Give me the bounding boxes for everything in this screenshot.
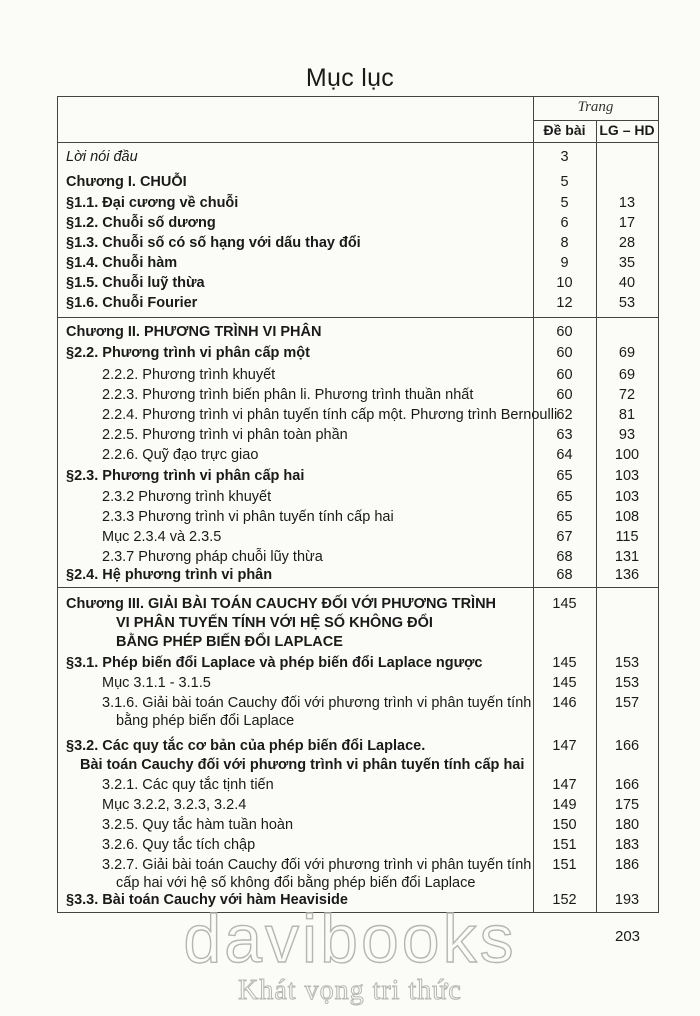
- toc-row: [58, 817, 658, 837]
- toc-entry-title: Chương II. PHƯƠNG TRÌNH VI PHÂN: [66, 324, 322, 340]
- toc-entry-title: VI PHÂN TUYẾN TÍNH VỚI HỆ SỐ KHÔNG ĐỔI: [116, 615, 433, 631]
- de-bai-page: 65: [556, 509, 573, 525]
- toc-entry-title: 3.2.6. Quy tắc tích chập: [102, 837, 256, 853]
- toc-row: [58, 655, 658, 675]
- toc-row: [58, 255, 658, 275]
- watermark-logo: davibooks: [183, 901, 517, 977]
- de-bai-page: 151: [552, 837, 577, 853]
- lg-hd-page: 103: [614, 468, 640, 484]
- toc-entry-title: 2.2.4. Phương trình vi phân tuyến tính cấp một. Phương trình Bernoulli: [102, 407, 558, 423]
- lg-hd-page: 17: [618, 215, 636, 231]
- de-bai-page: 145: [552, 596, 577, 612]
- header-bottom-line: [58, 142, 658, 143]
- lg-hd-header: LG – HD: [599, 122, 655, 138]
- lg-hd-page: 40: [618, 275, 636, 291]
- toc-row: [58, 777, 658, 797]
- toc-entry-title: bằng phép biến đổi Laplace: [116, 713, 295, 729]
- de-bai-page: 62: [556, 407, 573, 423]
- de-bai-page: 6: [560, 215, 569, 231]
- toc-entry-title: BẰNG PHÉP BIẾN ĐỔI LAPLACE: [116, 634, 343, 650]
- toc-row: [58, 447, 658, 467]
- toc-row: [58, 567, 658, 587]
- toc-entry-title: 2.3.7 Phương pháp chuỗi lũy thừa: [102, 549, 323, 565]
- lg-hd-page: 115: [615, 529, 639, 545]
- lg-hd-page: 193: [614, 892, 640, 908]
- lg-hd-page: 175: [614, 797, 640, 813]
- toc-entry-title: §3.2. Các quy tắc cơ bản của phép biến đổi Laplace.: [66, 738, 426, 754]
- toc-row: [58, 857, 658, 877]
- toc-entry-title: §2.2. Phương trình vi phân cấp một: [66, 345, 310, 361]
- de-bai-page: 5: [560, 174, 569, 190]
- toc-row: [58, 407, 658, 427]
- toc-row: [58, 235, 658, 255]
- de-bai-page: 9: [560, 255, 569, 271]
- lg-hd-page: 186: [614, 857, 640, 873]
- de-bai-page: 63: [556, 427, 573, 443]
- toc-row: [58, 427, 658, 447]
- watermark-slogan: Khát vọng tri thức: [238, 975, 462, 1006]
- toc-entry-title: 3.1.6. Giải bài toán Cauchy đối với phương trình vi phân tuyến tính: [102, 695, 532, 711]
- de-bai-page: 68: [556, 549, 573, 565]
- toc-entry-title: §1.2. Chuỗi số dương: [66, 215, 216, 231]
- toc-row: [58, 195, 658, 215]
- toc-row: [58, 345, 658, 365]
- toc-row: [58, 387, 658, 407]
- toc-entry-title: Mục 3.1.1 - 3.1.5: [102, 675, 211, 691]
- toc-row: [58, 468, 658, 488]
- toc-entry-title: §1.6. Chuỗi Fourier: [66, 295, 198, 311]
- lg-hd-page: 93: [618, 427, 636, 443]
- de-bai-page: 60: [556, 324, 573, 340]
- toc-row: [58, 215, 658, 235]
- toc-row: [58, 797, 658, 817]
- toc-entry-title: Chương III. GIẢI BÀI TOÁN CAUCHY ĐỐI VỚI PHƯƠNG TRÌNH: [66, 596, 497, 612]
- chapter-divider: [58, 587, 658, 588]
- de-bai-page: 67: [556, 529, 573, 545]
- toc-entry-title: §2.3. Phương trình vi phân cấp hai: [66, 468, 305, 484]
- lg-hd-page: 53: [618, 295, 636, 311]
- lg-hd-page: 69: [618, 345, 636, 361]
- toc-row: [58, 634, 658, 654]
- toc-entry-title: 2.2.5. Phương trình vi phân toàn phần: [102, 427, 348, 443]
- de-bai-page: 60: [556, 367, 573, 383]
- toc-entry-title: 2.2.2. Phương trình khuyết: [102, 367, 276, 383]
- toc-entry-title: Chương I. CHUỖI: [66, 174, 187, 190]
- lg-hd-page: 13: [618, 195, 636, 211]
- lg-hd-page: 180: [614, 817, 640, 833]
- toc-entry-title: 2.3.2 Phương trình khuyết: [102, 489, 272, 505]
- lg-hd-page: 69: [618, 367, 636, 383]
- toc-row: [58, 695, 658, 715]
- toc-row: [58, 837, 658, 857]
- toc-row: [58, 275, 658, 295]
- lg-hd-page: 103: [614, 489, 640, 505]
- toc-row: [58, 757, 658, 777]
- de-bai-page: 60: [556, 387, 573, 403]
- toc-entry-title: §1.1. Đại cương về chuỗi: [66, 195, 239, 211]
- toc-entry-title: §1.4. Chuỗi hàm: [66, 255, 178, 271]
- toc-row: [58, 675, 658, 695]
- toc-entry-title: Bài toán Cauchy đối với phương trình vi phân tuyến tính cấp hai: [80, 757, 525, 773]
- toc-entry-title: §1.5. Chuỗi luỹ thừa: [66, 275, 205, 291]
- toc-row: [58, 529, 658, 549]
- toc-entry-title: §3.1. Phép biến đổi Laplace và phép biến đổi Laplace ngược: [66, 655, 483, 671]
- toc-entry-title: 2.2.6. Quỹ đạo trực giao: [102, 447, 259, 463]
- de-bai-page: 65: [556, 489, 573, 505]
- de-bai-page: 146: [552, 695, 577, 711]
- page-title: Mục lục: [305, 64, 395, 92]
- toc-entry-title: 3.2.5. Quy tắc hàm tuần hoàn: [102, 817, 294, 833]
- de-bai-page: 64: [556, 447, 573, 463]
- toc-row: [58, 615, 658, 635]
- toc-table: [57, 96, 659, 913]
- toc-entry-title: 2.2.3. Phương trình biến phân li. Phương trình thuần nhất: [102, 387, 474, 403]
- lg-hd-page: 108: [614, 509, 640, 525]
- toc-entry-title: §1.3. Chuỗi số có số hạng với dấu thay đổi: [66, 235, 361, 251]
- toc-row: [58, 367, 658, 387]
- lg-hd-page: 153: [614, 655, 640, 671]
- de-bai-page: 10: [556, 275, 573, 291]
- toc-row: [58, 489, 658, 509]
- lg-hd-page: 28: [618, 235, 636, 251]
- de-bai-header: Đề bài: [543, 122, 586, 138]
- de-bai-page: 145: [552, 655, 577, 671]
- toc-row: [58, 295, 658, 315]
- de-bai-page: 68: [556, 567, 573, 583]
- de-bai-page: 3: [560, 149, 569, 165]
- de-bai-page: 60: [556, 345, 573, 361]
- de-bai-page: 151: [552, 857, 577, 873]
- toc-row: [58, 174, 658, 194]
- toc-entry-title: 3.2.1. Các quy tắc tịnh tiến: [102, 777, 274, 793]
- de-bai-page: 12: [556, 295, 573, 311]
- de-bai-page: 150: [552, 817, 577, 833]
- lg-hd-page: 136: [614, 567, 640, 583]
- toc-entry-title: Mục 2.3.4 và 2.3.5: [102, 529, 222, 545]
- lg-hd-page: 100: [614, 447, 640, 463]
- de-bai-page: 147: [552, 777, 577, 793]
- lg-hd-page: 166: [614, 738, 640, 754]
- de-bai-page: 147: [552, 738, 577, 754]
- toc-entry-title: Lời nói đầu: [66, 149, 138, 165]
- toc-entry-title: 3.2.7. Giải bài toán Cauchy đối với phương trình vi phân tuyến tính: [102, 857, 532, 873]
- toc-entry-title: cấp hai với hệ số không đổi bằng phép biến đổi Laplace: [116, 875, 476, 891]
- toc-row: [58, 738, 658, 758]
- toc-entry-title: Mục 3.2.2, 3.2.3, 3.2.4: [102, 797, 247, 813]
- de-bai-page: 145: [552, 675, 577, 691]
- trang-header: Trang: [577, 99, 614, 115]
- toc-entry-title: §2.4. Hệ phương trình vi phân: [66, 567, 273, 583]
- chapter-divider: [58, 317, 658, 318]
- lg-hd-page: 131: [614, 549, 640, 565]
- lg-hd-page: 153: [614, 675, 640, 691]
- de-bai-page: 65: [556, 468, 573, 484]
- toc-row: [58, 549, 658, 569]
- lg-hd-page: 157: [614, 695, 640, 711]
- toc-row: [58, 324, 658, 344]
- lg-hd-page: 166: [614, 777, 640, 793]
- lg-hd-page: 183: [614, 837, 640, 853]
- toc-row: [58, 596, 658, 616]
- lg-hd-page: 81: [618, 407, 636, 423]
- de-bai-page: 8: [560, 235, 569, 251]
- toc-entry-title: 2.3.3 Phương trình vi phân tuyến tính cấp hai: [102, 509, 394, 525]
- toc-entry-title: §3.3. Bài toán Cauchy với hàm Heaviside: [66, 892, 348, 908]
- header-divider: [533, 120, 658, 121]
- page-number: 203: [615, 928, 641, 945]
- toc-row: [58, 509, 658, 529]
- de-bai-page: 149: [552, 797, 577, 813]
- de-bai-page: 5: [560, 195, 569, 211]
- toc-row: [58, 713, 658, 733]
- lg-hd-page: 35: [618, 255, 636, 271]
- toc-row: [58, 149, 658, 169]
- lg-hd-page: 72: [618, 387, 636, 403]
- de-bai-page: 152: [552, 892, 577, 908]
